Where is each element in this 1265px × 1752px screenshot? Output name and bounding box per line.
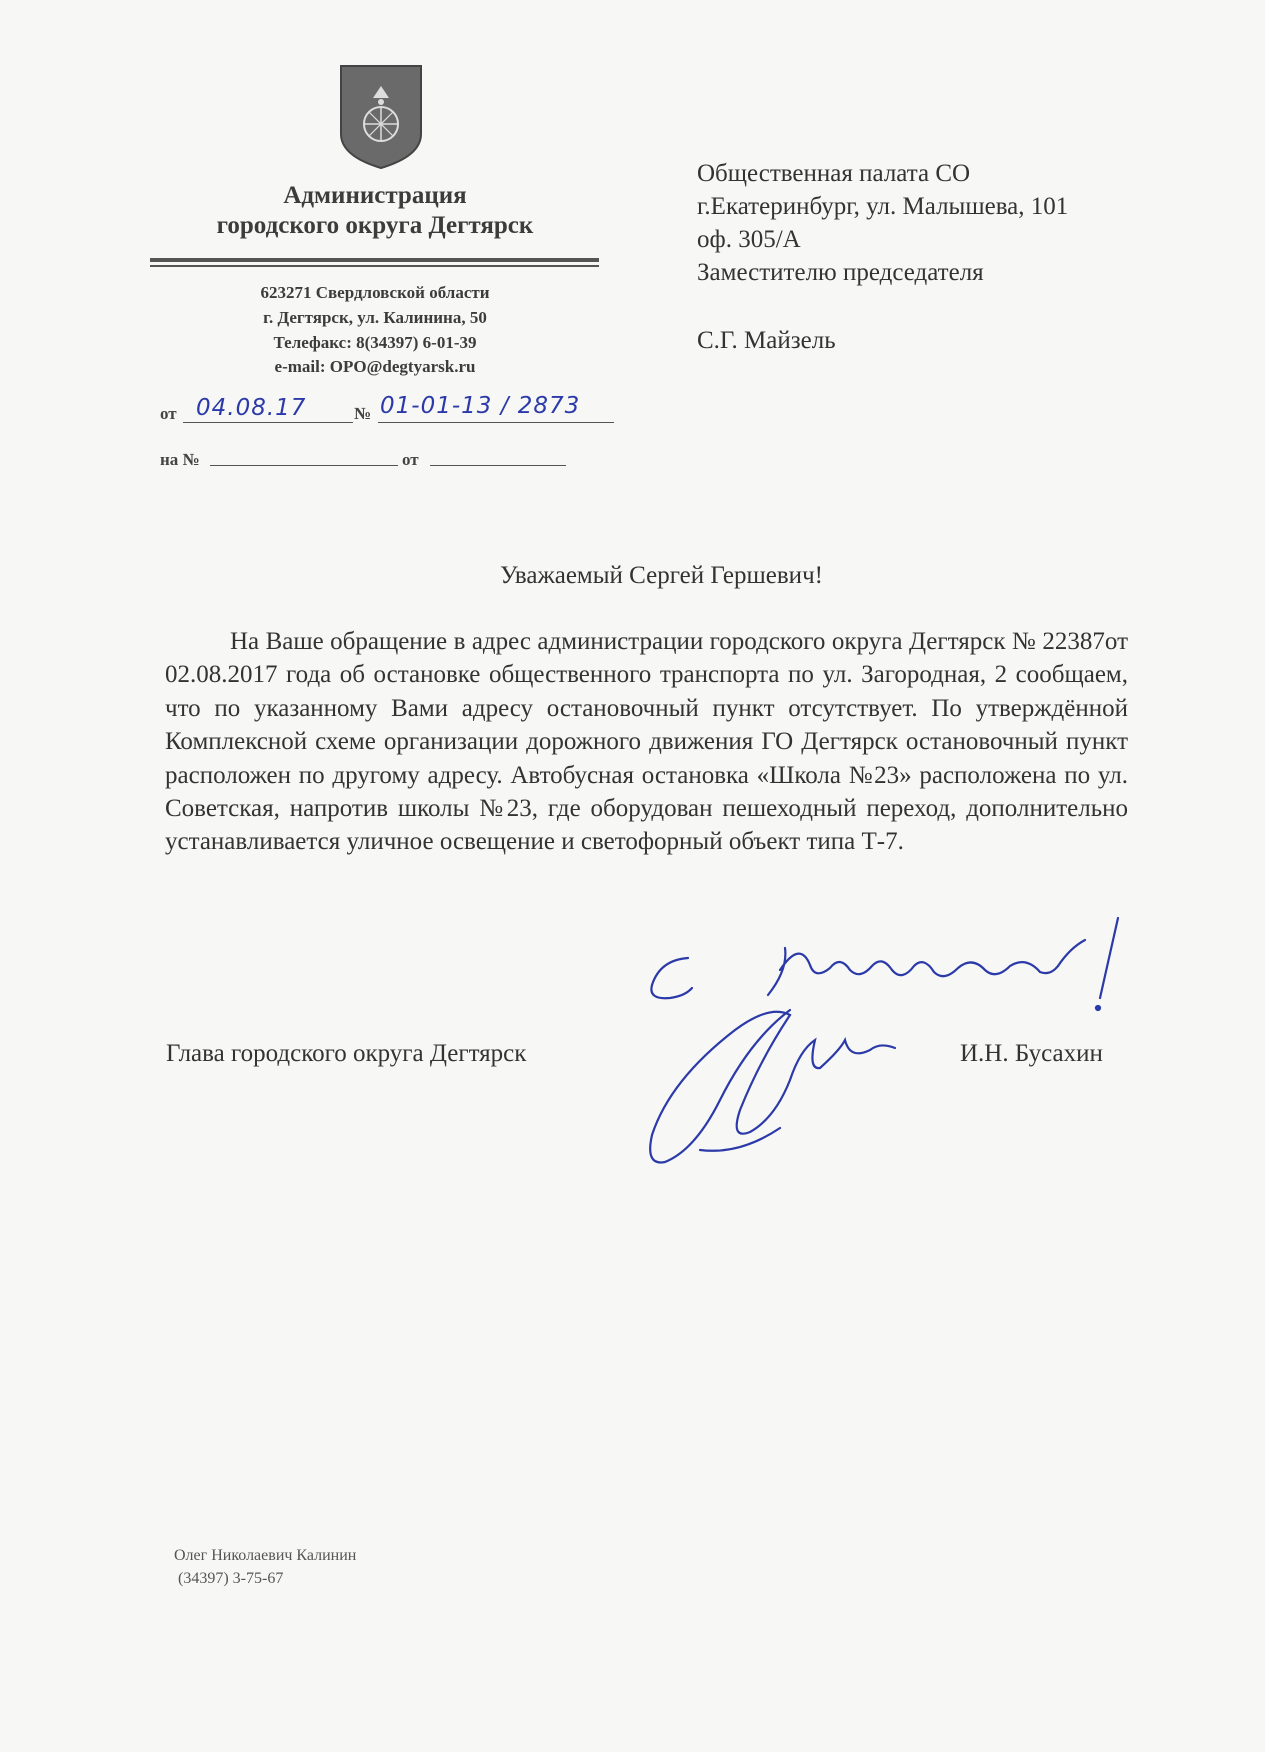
reg-date-label: от xyxy=(160,404,177,423)
reg-number-label: № xyxy=(354,404,372,423)
org-telefax: Телефакс: 8(34397) 6-01-39 xyxy=(273,333,477,352)
coat-of-arms-icon xyxy=(339,64,423,170)
reply-date-field xyxy=(430,440,566,466)
org-address-street: г. Дегтярск, ул. Калинина, 50 xyxy=(263,308,487,327)
reply-number-label: на № xyxy=(160,450,200,469)
reply-number-field xyxy=(210,440,398,466)
signer-name: И.Н. Бусахин xyxy=(960,1040,1103,1067)
org-name-line1: Администрация xyxy=(283,182,467,209)
letter-body: На Ваше обращение в адрес администрации городского округа Дегтярск № 22387от 02.08.2017 года об остановке общественного транспорта по ул. Загородная, 2 сообщаем, что по указанному Вами адресу остановочный пункт отсутствует. По утверждённой Комплексной схеме организации дорожного движения ГО Дегтярск остановочный пункт расположен по другому адресу. Автобусная остановка «Школа №23» расположена по ул. Советская, напротив школы №23, где оборудован пешеходный переход, дополнительно устанавливается уличное освещение и светофорный объект типа Т-7. xyxy=(165,628,1128,856)
recipient-position: Заместителю председателя xyxy=(697,259,984,286)
salutation: Уважаемый Сергей Гершевич! xyxy=(500,562,823,589)
signer-position: Глава городского округа Дегтярск xyxy=(166,1040,527,1067)
reg-number-handwritten: 01-01-13 / 2873 xyxy=(380,393,581,419)
reply-date-label: от xyxy=(402,450,419,469)
recipient-address: г.Екатеринбург, ул. Малышева, 101 xyxy=(697,193,1069,220)
executor-phone: (34397) 3-75-67 xyxy=(178,1570,284,1587)
org-email: e-mail: OPO@degtyarsk.ru xyxy=(274,357,476,376)
reg-date-handwritten: 04.08.17 xyxy=(196,395,307,421)
org-address-region: 623271 Свердловской области xyxy=(260,283,490,302)
org-name-line2: городского округа Дегтярск xyxy=(216,212,534,239)
recipient-organization: Общественная палата СО xyxy=(697,160,971,187)
executor-name: Олег Николаевич Калинин xyxy=(174,1547,357,1564)
recipient-office: оф. 305/А xyxy=(697,226,801,253)
recipient-name: С.Г. Майзель xyxy=(697,327,836,354)
letterhead-divider-thin xyxy=(150,265,599,267)
letterhead-divider xyxy=(150,258,599,262)
